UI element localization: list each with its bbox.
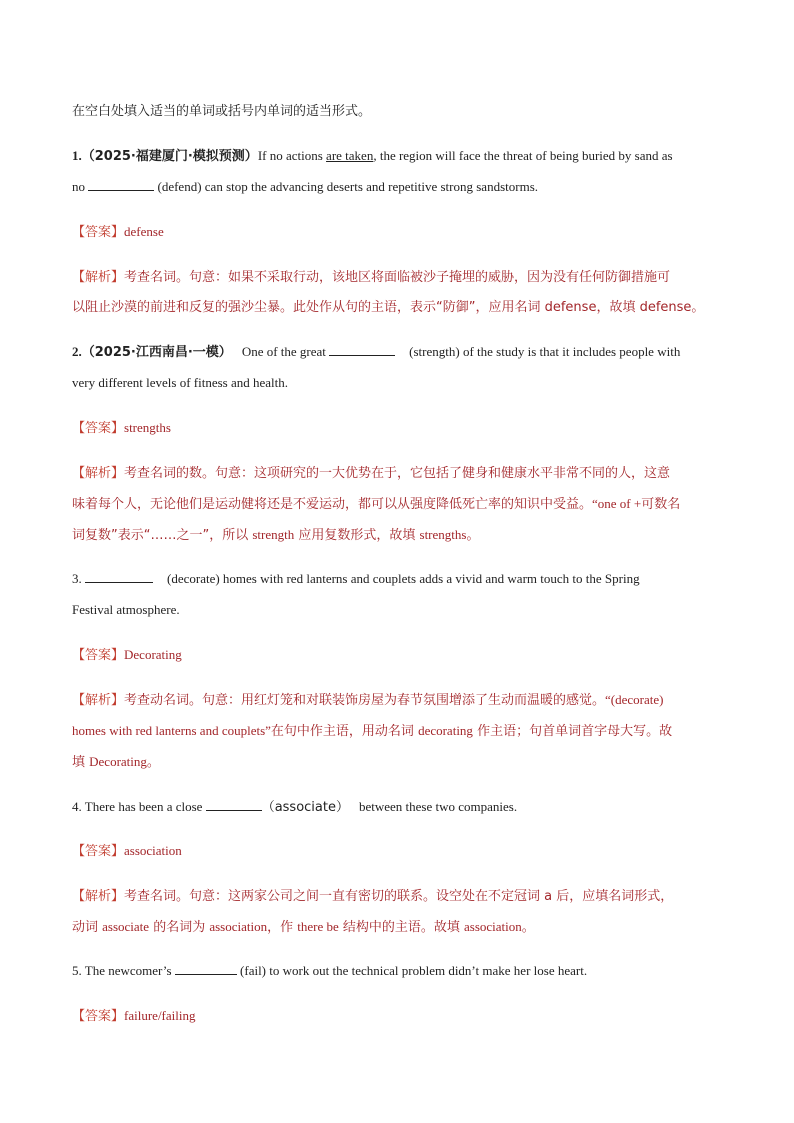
question-5-answer: 【答案】failure/failing — [72, 1008, 196, 1024]
question-3-answer: 【答案】Decorating — [72, 647, 182, 663]
question-3-analysis-line-3: 填 Decorating。 — [72, 754, 160, 770]
question-5-number: 5. — [72, 963, 85, 978]
question-3-number: 3. — [72, 571, 85, 586]
question-1-analysis-line-1: 【解析】考查名词。句意：如果不采取行动，该地区将面临被沙子掩埋的威胁，因为没有任何防御措施可 — [72, 270, 671, 285]
instruction: 在空白处填入适当的单词或括号内单词的适当形式。 — [72, 104, 372, 119]
question-4-answer: 【答案】association — [72, 843, 182, 859]
question-4-blank — [206, 798, 262, 811]
question-1-answer: 【答案】defense — [72, 224, 164, 240]
question-3-analysis-line-2: homes with red lanterns and couplets”在句中作主语，用动名词 decorating 作主语；句首单词首字母大写。故 — [72, 723, 673, 739]
question-4-line: 4. There has been a close （associate） between these two companies. — [72, 799, 518, 815]
question-4-number: 4. — [72, 799, 85, 814]
question-1-blank — [88, 178, 154, 191]
question-5-blank — [175, 962, 237, 975]
question-2-analysis-line-1: 【解析】考查名词的数。句意：这项研究的一大优势在于，它包括了健身和健康水平非常不同的人，这意 — [72, 466, 671, 481]
question-3-blank — [85, 570, 153, 583]
question-1-line-1: 1.（2025·福建厦门·模拟预测）If no actions are taken, the region will face the threat of being buried by sand as — [72, 148, 673, 164]
question-2-answer: 【答案】strengths — [72, 420, 171, 436]
question-3-analysis-line-1: 【解析】考查动名词。句意：用红灯笼和对联装饰房屋为春节氛围增添了生动而温暖的感觉。“(decorate) — [72, 692, 664, 708]
question-3-line-1: 3. (decorate) homes with red lanterns and couplets adds a vivid and warm touch to the Spring — [72, 571, 640, 586]
question-2-blank — [329, 343, 395, 356]
question-3-line-2: Festival atmosphere. — [72, 602, 180, 617]
question-1-analysis-line-2: 以阻止沙漠的前进和反复的强沙尘暴。此处作从句的主语，表示“防御”，应用名词 defense，故填 defense。 — [72, 300, 705, 315]
question-2-source: （2025·江西南昌·一模） — [81, 345, 232, 360]
question-2-number: 2. — [72, 344, 82, 359]
question-2-analysis-line-2: 味着每个人，无论他们是运动健将还是不爱运动，都可以从强度降低死亡率的知识中受益。“one of +可数名 — [72, 496, 681, 512]
question-1-line-2: no (defend) can stop the advancing deserts and repetitive strong sandstorms. — [72, 179, 538, 194]
question-2-line-1: 2.（2025·江西南昌·一模） One of the great (strength) of the study is that it includes people with — [72, 344, 681, 360]
question-1-number: 1. — [72, 148, 82, 163]
question-2-analysis-line-3: 词复数”表示“……之一”，所以 strength 应用复数形式，故填 strengths。 — [72, 527, 480, 543]
question-5-line: 5. The newcomer’s (fail) to work out the technical problem didn’t make her lose heart. — [72, 963, 588, 978]
question-1-source: （2025·福建厦门·模拟预测） — [81, 149, 258, 164]
question-4-analysis-line-2: 动词 associate 的名词为 association，作 there be 结构中的主语。故填 association。 — [72, 919, 535, 935]
question-2-line-2: very different levels of fitness and health. — [72, 375, 288, 390]
question-4-analysis-line-1: 【解析】考查名词。句意：这两家公司之间一直有密切的联系。设空处在不定冠词 a 后，应填名词形式， — [72, 889, 674, 904]
